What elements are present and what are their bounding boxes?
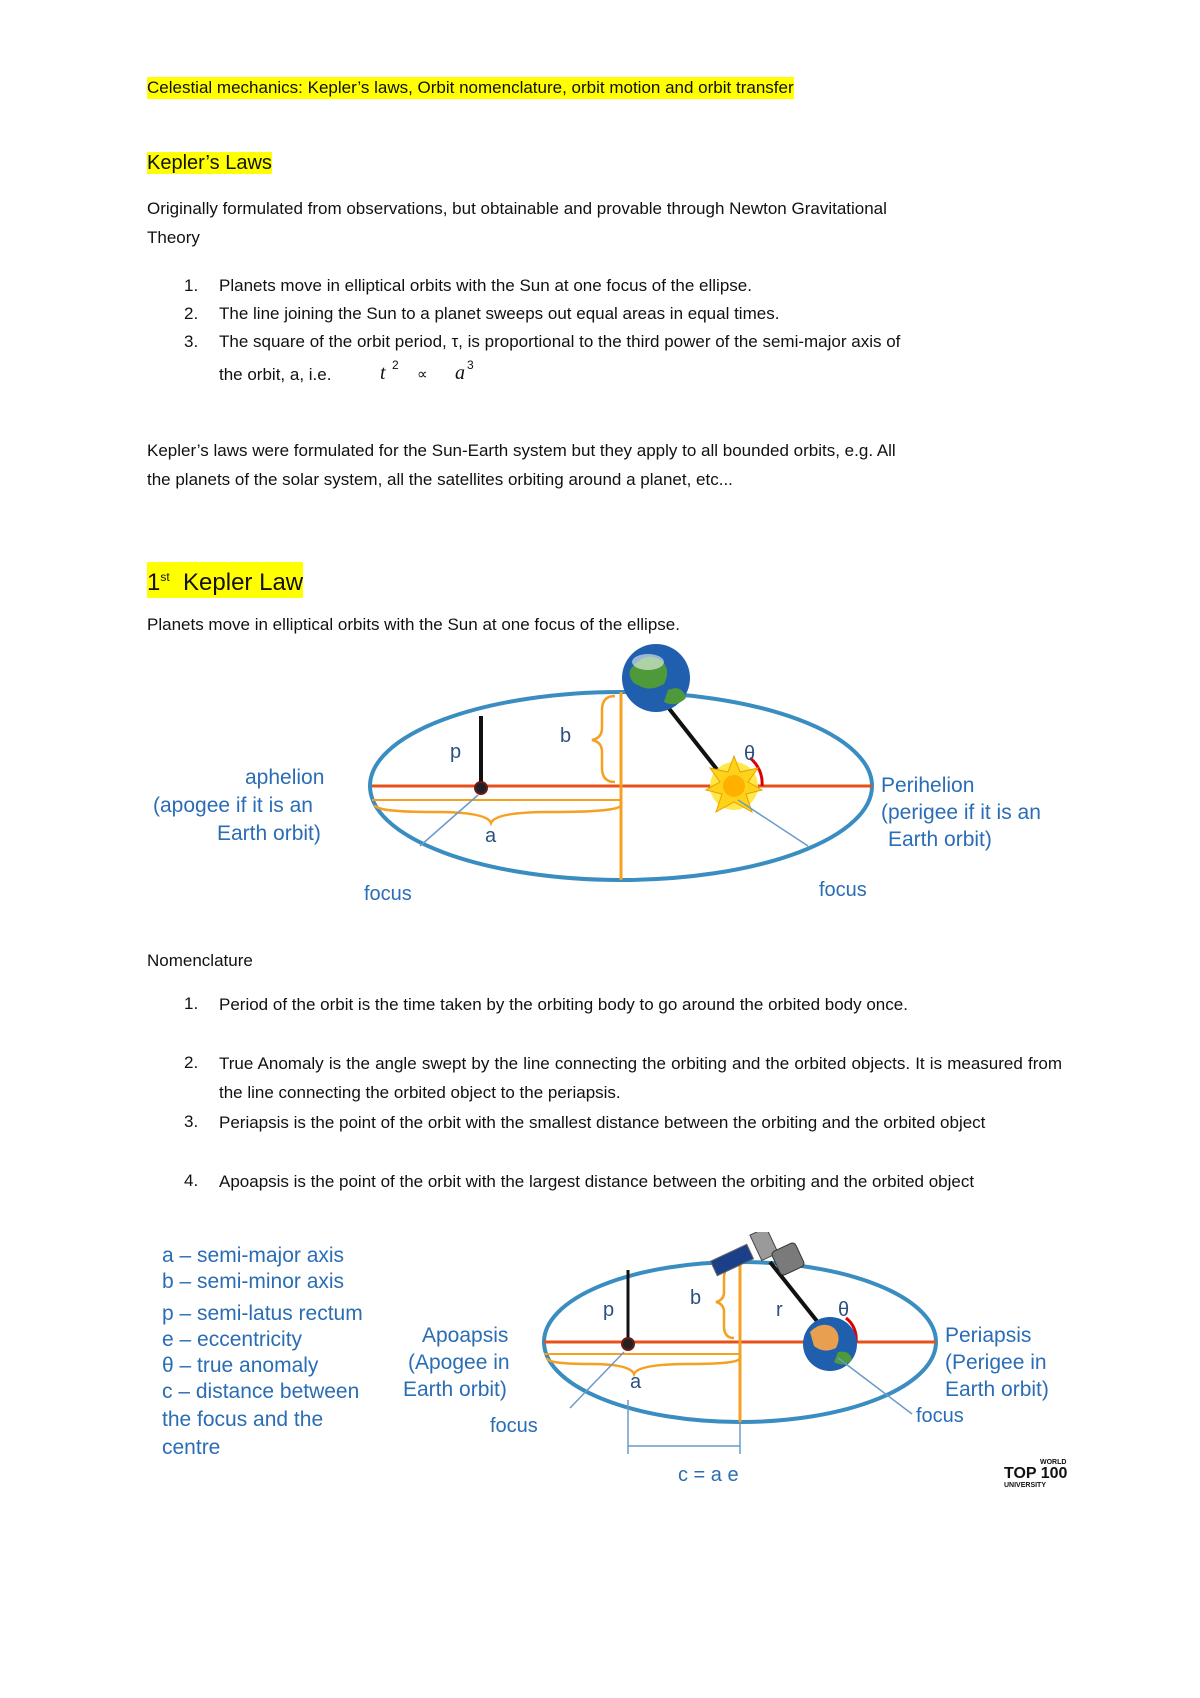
page-title: Celestial mechanics: Kepler’s laws, Orbit nomenclature, orbit motion and orbit transfer (147, 78, 794, 97)
law-number: 1. (184, 276, 199, 295)
label-b: b (690, 1287, 702, 1309)
periapsis-note-1: (Perigee in (945, 1351, 1047, 1374)
law-text: The square of the orbit period, τ, is proportional to the third power of the semi-major axis of (219, 332, 901, 351)
nomenclature-item: Apoapsis is the point of the orbit with the largest distance between the orbiting and the orbited object (219, 1172, 975, 1191)
logo-bottom-text: UNIVERSITY (1004, 1482, 1047, 1489)
legend-item: b – semi-minor axis (162, 1270, 345, 1293)
formula-proportional-symbol: ∝ (417, 366, 428, 383)
aphelion-note-1: (apogee if it is an (153, 794, 313, 817)
definitions-legend (162, 1244, 363, 1459)
formula-t: t (380, 362, 386, 384)
perihelion-note-2: Earth orbit) (888, 828, 992, 851)
focus-label-right: focus (819, 879, 867, 901)
label-r: r (776, 1299, 783, 1321)
semi-minor-brace (592, 696, 615, 782)
law-text: Planets move in elliptical orbits with the Sun at one focus of the ellipse. (219, 276, 752, 295)
legend-item: c – distance between (162, 1380, 360, 1403)
legend-item: the focus and the (162, 1408, 324, 1431)
nomenclature-item: Periapsis is the point of the orbit with the smallest distance between the orbiting and the orbited object (219, 1113, 986, 1132)
nomenclature-number: 3. (184, 1112, 199, 1131)
heading-text: Kepler Law (183, 569, 304, 596)
semi-minor-brace (716, 1266, 734, 1338)
label-p: p (603, 1299, 615, 1321)
legend-item: centre (162, 1436, 221, 1459)
label-p: p (450, 741, 462, 763)
legend-item: θ – true anomaly (162, 1354, 319, 1377)
intro-line-2: Theory (147, 228, 200, 247)
focus-label-right: focus (916, 1405, 964, 1427)
section-heading-first-law (147, 562, 303, 598)
first-law-statement: Planets move in elliptical orbits with the Sun at one focus of the ellipse. (147, 615, 680, 634)
heading-number: 1 (147, 569, 161, 596)
law-3-continuation: the orbit, a, i.e. (219, 365, 332, 384)
nomenclature-item: True Anomaly is the angle swept by the line connecting the orbiting and the orbited objects. It is measured from the line connecting the orbited object to the periapsis. (219, 1054, 1062, 1102)
logo-top-text: WORLD (1040, 1459, 1067, 1466)
perihelion-label: Perihelion (881, 774, 975, 797)
perihelion-note-1: (perigee if it is an (881, 801, 1041, 824)
label-a: a (630, 1371, 642, 1393)
label-b: b (560, 725, 572, 747)
legend-item: a – semi-major axis (162, 1244, 345, 1267)
apoapsis-note-1: (Apogee in (408, 1351, 510, 1374)
intro-line-1: Originally formulated from observations, but obtainable and provable through Newton Gravitational (147, 199, 887, 218)
law-number: 3. (184, 332, 199, 351)
law-number: 2. (184, 304, 199, 323)
heading-superscript: st (160, 570, 170, 584)
formula-a-exponent: 3 (467, 358, 474, 372)
apoapsis-note-2: Earth orbit) (403, 1378, 507, 1401)
formula-a: a (455, 362, 465, 384)
focus-label-left: focus (364, 883, 412, 905)
semi-major-brace (547, 1358, 740, 1374)
aphelion-label: aphelion (245, 766, 325, 789)
orbit-diagram-2 (0, 1232, 1200, 1502)
nomenclature-item: Period of the orbit is the time taken by the orbiting body to go around the orbited body once. (219, 995, 908, 1014)
university-logo (1004, 1459, 1068, 1489)
focus-pointer-left (570, 1352, 624, 1408)
logo-main-text: TOP 100 (1004, 1465, 1068, 1482)
empty-focus-dot (622, 1338, 634, 1350)
semi-major-brace (375, 805, 621, 823)
focus-pointer-left (420, 795, 478, 846)
aphelion-note-2: Earth orbit) (217, 822, 321, 845)
formula-t-exponent: 2 (392, 358, 399, 372)
legend-item: p – semi-latus rectum (162, 1302, 363, 1325)
nomenclature-number: 2. (184, 1053, 199, 1072)
empty-focus-dot (475, 782, 487, 794)
label-theta: θ (744, 743, 756, 765)
apoapsis-label: Apoapsis (422, 1324, 509, 1347)
nomenclature-title: Nomenclature (147, 951, 253, 970)
nomenclature-number: 4. (184, 1171, 199, 1190)
earth-icon (622, 644, 690, 712)
nomenclature-number: 1. (184, 994, 199, 1013)
periapsis-label: Periapsis (945, 1324, 1032, 1347)
satellite-icon (710, 1232, 805, 1276)
apply-line-1: Kepler’s laws were formulated for the Sun-Earth system but they apply to all bounded orbits, e.g. All (147, 441, 896, 460)
earth-icon (803, 1317, 857, 1371)
section-heading-keplers-laws: Kepler’s Laws (147, 152, 272, 174)
legend-item: e – eccentricity (162, 1328, 303, 1351)
orbit-diagram-1 (0, 640, 1200, 920)
label-theta: θ (838, 1299, 850, 1321)
c-equals-ae-label: c = a e (678, 1464, 739, 1486)
label-a: a (485, 825, 497, 847)
apply-line-2: the planets of the solar system, all the satellites orbiting around a planet, etc... (147, 470, 733, 489)
focus-label-left: focus (490, 1415, 538, 1437)
law-text: The line joining the Sun to a planet sweeps out equal areas in equal times. (219, 304, 780, 323)
periapsis-note-2: Earth orbit) (945, 1378, 1049, 1401)
focus-pointer-right (738, 800, 808, 846)
